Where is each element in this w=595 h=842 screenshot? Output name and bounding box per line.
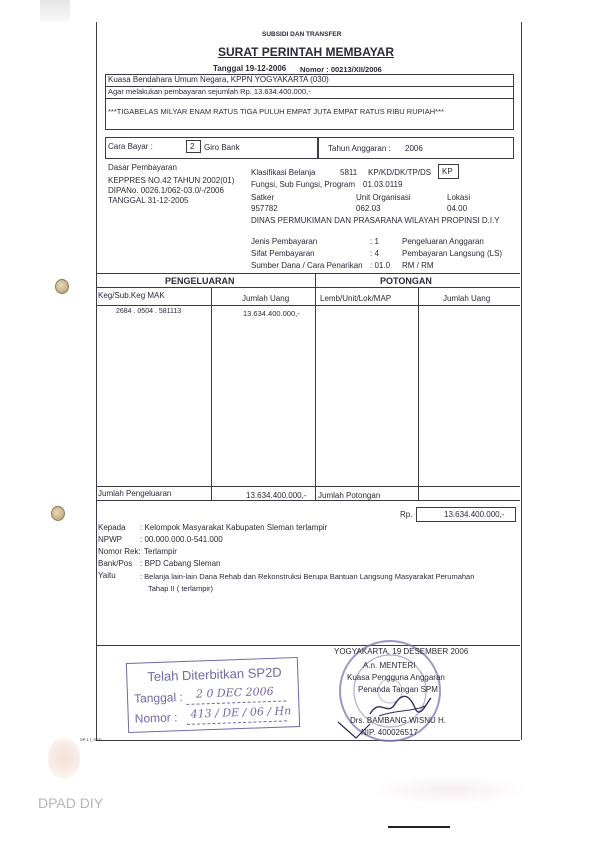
agar-text: Agar melakukan pembayaran sejumlah Rp. 13.634.400.000,- — [108, 87, 311, 96]
table-top-line — [96, 273, 520, 274]
sign-nip: NIP. 400026517 — [361, 728, 418, 737]
kepada-label: Kepada — [98, 523, 126, 532]
sign-an: A.n. MENTERI — [363, 661, 416, 670]
stamp-nomor-value: 413 / DE / 06 / Hn — [190, 704, 292, 721]
jumlah-pengeluaran-label: Jumlah Pengeluaran — [98, 489, 172, 498]
row-amount: 13.634.400.000,- — [243, 309, 300, 318]
satker-value: 957782 — [251, 204, 278, 213]
lokasi-label: Lokasi — [447, 193, 471, 202]
sifat-code: : 4 — [370, 249, 379, 258]
table-header-line — [96, 305, 520, 306]
cara-bayar-label: Cara Bayar : — [108, 142, 153, 151]
underline-mark — [388, 826, 450, 828]
potongan-col1: Lemb/Unit/Lok/MAP — [320, 294, 392, 303]
npwp-value: : 00.000.000.0-541.000 — [140, 535, 223, 544]
initial-mark-icon — [336, 718, 376, 744]
stamp-nomor-line — [187, 720, 287, 724]
table-col-line-2 — [418, 287, 419, 500]
pengeluaran-title: PENGELUARAN — [165, 276, 235, 286]
jumlah-potongan-label: Jumlah Potongan — [318, 491, 381, 500]
terbilang-text: ***TIGABELAS MILYAR ENAM RATUS TIGA PULUH EMPAT JUTA EMPAT RATUS RIBU RUPIAH*** — [108, 107, 444, 116]
stamp-tanggal-value: 2 0 DEC 2006 — [195, 684, 274, 701]
dasar-line-2: DIPANo. 0026.1/062-03.0/-/2006 — [108, 186, 224, 195]
rek-value: Terlampir — [144, 547, 177, 556]
header-subtitle: SUBSIDI DAN TRANSFER — [262, 31, 342, 38]
sign-kuasa: Kuasa Pengguna Anggaran — [347, 673, 445, 682]
dasar-line-3: TANGGAL 31-12-2005 — [108, 196, 189, 205]
stamp-nomor-label: Nomor : — [134, 710, 178, 726]
signature-divider — [96, 645, 520, 646]
form-bottom-line — [96, 740, 520, 741]
table-split-line — [315, 273, 316, 500]
tahun-label: Tahun Anggaran : — [328, 144, 391, 153]
yaitu-value-2: Tahap II ( terlampir) — [148, 584, 214, 593]
potongan-title: POTONGAN — [380, 276, 432, 286]
rek-label: Nomor Rek: — [98, 547, 141, 556]
sumber-value: RM / RM — [402, 261, 434, 270]
jumlah-pengeluaran-value: 13.634.400.000,- — [246, 491, 307, 500]
sifat-value: Pembayaran Langsung (LS) — [402, 249, 503, 258]
punch-hole-bottom — [51, 506, 65, 521]
row-code: 2684 . 0504 . 581113 — [116, 308, 182, 315]
yaitu-label: Yaitu — [98, 571, 116, 580]
sign-place-date: YOGYAKARTA, 19 DESEMBER 2006 — [334, 647, 469, 656]
stamp-title: Telah Diterbitkan SP2D — [147, 664, 282, 685]
tahun-value: 2006 — [405, 144, 423, 153]
table-body-bottom-line — [96, 486, 520, 487]
emblem-watermark-icon — [48, 738, 80, 778]
klasifikasi-code: 5811 — [340, 168, 358, 177]
sp2d-stamp — [126, 657, 300, 733]
form-code: SP-1 f_SKD — [80, 737, 102, 742]
scan-shadow — [40, 0, 70, 22]
bank-value: : BPD Cabang Sleman — [140, 559, 221, 568]
sumber-label: Sumber Dana / Cara Penarikan — [251, 261, 363, 270]
klasifikasi-label: Klasifikasi Belanja — [251, 168, 316, 177]
scan-smudge — [370, 775, 530, 805]
page-title: SURAT PERINTAH MEMBAYAR — [218, 45, 395, 59]
satker-label: Satker — [251, 193, 275, 202]
table-title-line — [96, 287, 520, 288]
unit-value: 062.03 — [356, 204, 381, 213]
bank-label: Bank/Pos — [98, 559, 133, 568]
kp-value: KP — [442, 167, 453, 176]
dinas-text: DINAS PERMUKIMAN DAN PRASARANA WILAYAH PROPINSI D.I.Y — [251, 216, 500, 225]
jenis-value: Pengeluaran Anggaran — [402, 237, 484, 246]
sumber-code: : 01.0 — [370, 261, 391, 270]
kuasa-text: Kuasa Bendahara Umum Negara, KPPN YOGYAKARTA (030) — [108, 75, 329, 84]
pengeluaran-col1: Keg/Sub.Keg MAK — [98, 291, 165, 300]
sign-penanda: Penanda Tangan SPM — [358, 685, 438, 694]
lokasi-value: 04.00 — [447, 204, 468, 213]
kp-label: KP/KD/DK/TP/DS — [368, 168, 432, 177]
pengeluaran-col2: Jumlah Uang — [242, 294, 290, 303]
potongan-col2: Jumlah Uang — [443, 294, 491, 303]
rp-value: 13.634.400.000,- — [444, 510, 505, 519]
sifat-label: Sifat Pembayaran — [251, 249, 315, 258]
sign-name: Drs. BAMBANG WISNU H. — [350, 716, 447, 725]
unit-label: Unit Organisasi — [356, 193, 411, 202]
cara-bayar-code: 2 — [190, 142, 195, 151]
nomor-header: Nomor : 00213/XII/2006 — [300, 65, 382, 74]
punch-hole-top — [55, 279, 69, 294]
rp-label: Rp. — [400, 510, 413, 519]
dasar-label: Dasar Pembayaran — [108, 163, 177, 172]
cara-bayar-value: Giro Bank — [204, 143, 240, 152]
dasar-line-1: KEPPRES NO.42 TAHUN 2002(01) — [108, 176, 235, 185]
yaitu-value-1: : Belanja lain-lain Dana Rehab dan Rekonstruksi Berupa Bantuan Langsung Masyarakat Perumahan — [140, 572, 475, 581]
table-total-line — [96, 500, 520, 501]
fungsi-value: 01.03.0119 — [363, 180, 403, 189]
fungsi-label: Fungsi, Sub Fungsi, Program — [251, 180, 356, 189]
npwp-label: NPWP — [98, 535, 122, 544]
jenis-code: : 1 — [370, 237, 379, 246]
kepada-value: : Kelompok Masyarakat Kabupaten Sleman terlampir — [140, 523, 328, 532]
watermark-text: DPAD DIY — [38, 795, 104, 811]
jenis-label: Jenis Pembayaran — [251, 237, 318, 246]
stamp-tanggal-label: Tanggal : — [133, 690, 184, 706]
table-col-line-1 — [211, 287, 212, 500]
tanggal-header: Tanggal 19-12-2006 — [213, 64, 287, 73]
